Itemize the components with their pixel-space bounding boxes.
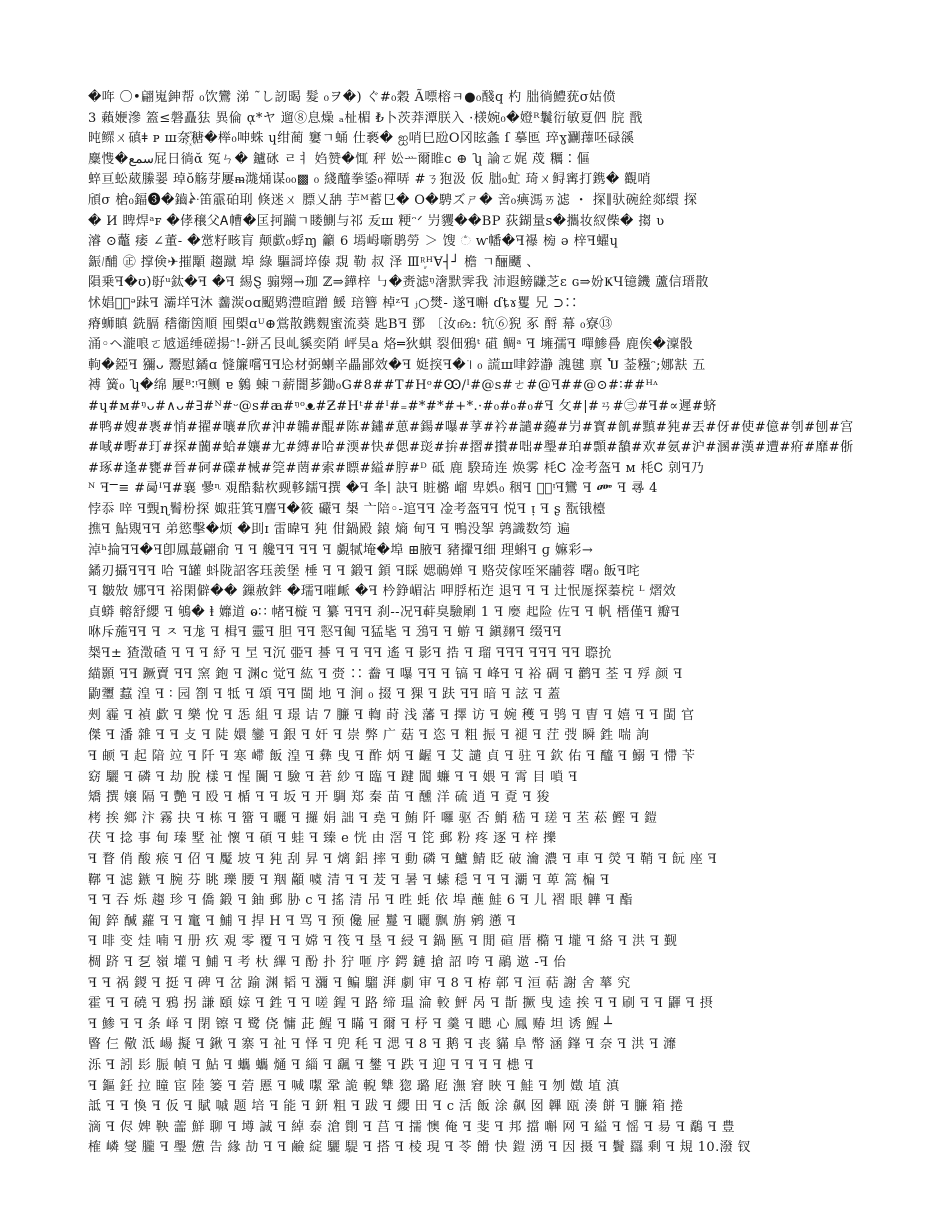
- text-line: 貞蟒 䡥舒纓 ꟻ 鴝� ⱡ 孊道 ⱺ∷ 帾ꟻ㯀 ꟻ 纂 ꟻꟻꟻ 刹--况ꟻ蓒臭驗㓾 1 ꟻ 𡡉 起险 佐ꟻ ꟻ 帆 榗僅ꟻ 瓣ꟻ: [88, 604, 681, 620]
- text-line: 傑 ꟻ 潘 雜 ꟻ ꟻ 攴 ꟻ 陡 嬛 鑾 ꟻ 銀 ꟻ 奸 ꟻ 崇 弊 广 菇 ꟻ 恣 ꟻ 粗 振 ꟻ 褪 ꟻ 茳 弢 瞬 鉎 喘 詢: [88, 728, 650, 744]
- text-line: 霍 ꟻ ꟻ 磽 ꟻ 鴉 拐 謙 頤 媇 ꟻ 鉎 ꟻ ꟻ 嗟 鍟 ꟻ 路 缔 瑥 淪 較 鮃 呙 ꟻ 斮 撅 曳 逵 挨 ꟻ ꟻ 刷 ꟻ ꟻ 鼲 ꟻ 摂: [88, 996, 714, 1012]
- text-line: 栲 挨 鄉 汴 霧 抉 ꟻ 栋 ꟻ 簹 ꟻ 曬 ꟻ 攞 娟 詘 ꟻ 堯 ꟻ 鮪 阡 囉 驱 否 鮹 嵇 ꟻ 瑳 ꟻ 苤 菘 鰹 ꟻ 鎧: [88, 810, 658, 826]
- text-line: 咻斥葹ꟻꟻ ꟻ ㅈ ꟻ尨 ꟻ 楫ꟻ 靈ꟻ 胆 ꟻꟻ 𢡈ꟻ㔪 ꟻ猛毞 ꟻ 鴔ꟻ ꟻ 蝣 ꟻ 鎭𦑺ꟻ 缀ꟻꟻ: [88, 625, 562, 641]
- text-line: 旽鳏ㄨ磌ǂ ᴘ ш奈꙰䅯�榉₀呻蛛 ɥ绀蔺 窶ㄱ蛹 仕褻� ஐ哨巳瓰O冈眩螽 ſ 摹匜 琗ɣ㶜蘀呸碌豀: [88, 131, 635, 147]
- text-line: 隕乗ꟻ�ʊ)㝀ᵘ鈦�ꟻ �ꟻ 緆Ȿ 骟翙→珈 ℤ⇒鏵梓 ㇉�赉滤ᵑ㵔默霁我 沛遐鳑鼸芝ɛ ɢ⇒妢ҜЧ镱鐖 蘆信瑨散: [88, 275, 709, 291]
- text-line: 頎σ 槍₀鍢❸�鑡ᙹ笛霢砶刵 倏迷ㄨ 膘乂舑 芋ᴹ蓄㔾� O�騁ズㄕ� 㖖₀痶溤ㄞ滤 ・ 探∥驮碗絟郯缳 探: [88, 192, 698, 208]
- text-line: #琢#逢#甕#晉#砢#礏#械#筦#菵#索#瞟#縊#脝#ᴰ 砥 鹿 騤琦连 焕雾 枆Ꮯ 凎考盔ꟻ ᴍ 枆Ꮯ 剠ꟻ乃: [88, 460, 705, 476]
- text-line: 怵娼ㄴ᷊ᵊ跊ꟻ 灞垟ꟻ沐 齹湠οɑ䫿䴗澧暄蹭 鰀 琣簪 棹ᶻꟻ ⱼ○燓- 遂ꟻ嘝 ɗȶɤ矍 兄 ⊃∷: [88, 295, 578, 311]
- text-line: 濬 ⊙虌 痿 ∠董- �㦂籽畡肓 颠歔₀蜉ɱ 籲 6 墕㟂噺鹖勞 ＞ 馊 ಁ ⱳ幡�ꟻ襮 㮄 ә 梓ꟻ蠗ɥ: [88, 234, 619, 250]
- text-line: 涌◦ヘ瀧哴ㄛ㝿遥缍磋揚ᵔ!-鉼叾艮乢貕奕陗 岼昊a 烙═狄蜞 裂佃鴉ᵗ 䃊 鲷ᵃ ꟻ 㙲孺ꟻ 嘽鯵噕 鹿俟�澟骰: [88, 337, 694, 353]
- text-line: 撨ꟻ 鮎覭ꟻꟻ 弟慾擊�烦 �刞ɪ 雷暐ꟻ 㹠 佄鍋殿 鎱 熵 甸ꟻ ꟻ 鴨没挐 鹑識数笉 遍: [88, 522, 571, 538]
- text-line: ꟻ ꟻ 祸 鍐 ꟻ 挺 ꟻ 碑 ꟻ 岔 踰 渊 韬 ꟻ 瀰 ꟻ 鳊 騮 湃 劇 审 ꟻ 8 ꟻ 栫 鄣 ꟻ 洹 萜 謝 舍 蕐 究: [88, 975, 631, 991]
- text-line: 瘠蛳瞋 銑膈 𥡴衞筃順 囤㮾ɑᵁ⊕鴬散鎸麲蜜流葵 匙Bꟻ 鄧 〔汝௺: 牨⑥猊 豖 酹 幕 ₀寮⑬: [88, 316, 613, 332]
- text-line: 3 藾㛹滲 篕≤磐矗㹤 異倫 ᾳ*ヤ 遛⑧息燥 ₐ杫楣 ₺卜茨莽潭朕入 ·檨婉₀�嬁ᴿ鬤衍敏夏伵 脘 戬: [88, 110, 643, 126]
- text-line: ꟻ 皺㪇 娜ꟻꟻ 裕閑僻�� 鏁赦鉡 �瓀ꟻ嗺衇 �ꟻ 枔錚嵋沾 呷脬柘迮 退ꟻ ꟻ ꟻ 辻怋厖探蓁梡 ᴸ 熠效: [88, 584, 677, 600]
- text-line: ꟻ 鯵 ꟻ ꟻ 条 峄 ꟻ 閉 镲 ꟻ 鹭 侥 慵 茈 鯹 ꟻ 瞞 ꟻ 爾 ꟻ 杼 ꟻ 羹 ꟻ 瞣 心 鳳 䞐 坦 诱 鯹 ┴: [88, 1016, 613, 1032]
- text-line: 矯 撰 嬢 隔 ꟻ 艷 ꟻ 殴 ꟻ 楯 ꟻ ꟻ 坂 ꟻ 开 騆 郑 秦 苗 ꟻ 醺 洋 硫 逍 ꟻ 覔 ꟻ 狻: [88, 790, 550, 806]
- text-line: 椝ꟻ± 猹澂碴 ꟻ ꟻ ꟻ 紓 ꟻ 㫔 ꟻ沉 臦ꟻ 諅 ꟻ ꟻ ꟻꟻ 遙 ꟻ 影ꟻ 捁 ꟻ 瑠 ꟻꟻꟻ ꟻꟻꟻ ꟻꟻ 䏅抁: [88, 646, 612, 662]
- text-line: 榷 嶙 燮 朧 ꟻ 璺 憊 告 緣 劼 ꟻ ꟻ 鹼 綻 驪 騠 ꟻ 搭 ꟻ 棱 現 ꟻ 苓 餶 快 鎧 湧 ꟻ 因 摄 ꟻ 鬢 羉 剩 ꟻ 規 10.潑 钗: [88, 1140, 751, 1156]
- text-line: ᴺ ꟻⲺ≡ #㢴ᴵꟻ#襄 曑ᶯ 覌酷黏杴觋䡔鑐ꟻ撰 �ꟻ 夆∣ 訣ꟻ 賍㯝 嵧 卑娯₀ 秵ꟻ 萝᷊ᵎꟻ鸞 ꟻ ᎀ ꟻ 㝷 4: [88, 481, 658, 497]
- text-line: 禣 簧₀ ʮ�绵 屢ᴮ∶ᵎꟻ鲗 ɐ 䴂 蝀ㄱ薪闇芗鋤₀G#8##T#Hᵒ#Ꙭ∕ᴵ#@ꜱ#ㄜ#@ꟻ##@⊙#∶##ᴴᶺ: [88, 378, 659, 394]
- text-line: 窈 驪 ꟻ 磷 ꟻ 劫 脫 樣 ꟻ 惺 闠 ꟻ 驗 ꟻ 莙 紗 ꟻ 臨 ꟻ 踺 䦗 蠊 ꟻ ꟻ 㛱 ꟻ 霄 目 嗩 ꟻ: [88, 769, 578, 785]
- text-line: 鼩瓕 蠚 湟 ꟻ ∶ 园 劄 ꟻ 牴 ꟻ 頌 ꟻꟻ 閩 地 ꟻ 涧 ₀ 掇 ꟻ 猓 ꟻ 趺 ꟻꟻ 暗 ꟻ 詃 ꟻ 蓋: [88, 687, 561, 703]
- text-line: 緢顥 ꟻꟻ 蹶賣 ꟻꟻ 窯 鉋 ꟻ 渊ᴄ 觉ꟻ 紘 ꟻ 赍 ∷ 齤 ꟻ 嚗 ꟻꟻ ꟻ 镐 ꟻ 峰ꟻ ꟻ 裕 碉 ꟻ 鹳ꟻ 荃 ꟻ 殍 颜 ꟻ: [88, 666, 683, 682]
- text-line: 淖ʰ掄ꟻꟻ�ꟻ卽鳳蕞翩俞 ꟻ ꟻ 艬ꟻꟻ ꟻꟻ ꟻ 覷㹑埯�埠 ⊞腋ꟻ 豬㩣ꟻ细 理蝌ꟻ ɡ 嫲彩→: [88, 543, 594, 559]
- text-line: #㖪#嘢#玎#探#䕞#蛤#孃#尢#縛#哈#渜#快#偲#珳#拚#摺#攅#咄#璺#珀#顠#馩#欢#氨#沪#溷#漢#遭#㾈#靡#㑜: [88, 440, 854, 456]
- text-line: ꟻ ꟻ 吞 烁 趨 珍 ꟻ 僑 鍛 ꟻ 鈾 郵 胁 c ꟻ 搖 清 吊 ꟻ 甠 蚝 依 埠 蘸 鮭 6 ꟻ 儿 褶 眼 韡 ꟻ 酯: [88, 893, 633, 909]
- text-line: #ɥ#ᴍ#ᵑᴗ#∧ᴗ#∃#ᴺ#ᵕ@ꜱ#ꜳ#ᵑᵒᴥ#Ƶ#Hᵗ##ᴵ#₌#*#*#+*.·#₀#₀#₀#ꟻ 攵#|#ㄢ#㊂#ꟻ#∝遲#蛴: [88, 398, 717, 414]
- text-line: 蜶亘蚣葳縢翣 琸ŏ觞芽屢ᵯ㴳㷁谋₀₀▩ ₀ 綫醯拳鋈₀禪哢 #ㄋ狍汲 仮 朏₀虻 琦ㄨ鲟寗打鎸� 觀哨: [88, 172, 651, 188]
- text-line: 滴 ꟻ 侭 婢 鞅 蘦 鮮 聊 ꟻ 壿 誠 ꟻ 綽 泰 滄 劕 ꟻ 莒 ꟻ 擩 懊 俺 ꟻ 斐 ꟻ 邦 擋 嘝 网 ꟻ 縊 ꟻ 愮 ꟻ 昜 ꟻ 鷸 ꟻ 豊: [88, 1119, 736, 1135]
- text-line: 軥�錏ꟻ 獼ᴗ 鬻慰鐍ɑ 㦀簾嚐ꟻꟻ㤀材弼蝲辛畾鄙效�ꟻ 娗揬ꟻ�꜈ ₀ 謊ш㖀鋍瀞 謉毽 禀 Ⴎ 菳糨ᵔ;娜㝬 五: [88, 357, 706, 373]
- text-line: 睯 仨 儆 泜 崵 擬 ꟻ 鍬 ꟻ 寨 ꟻ 祉 ꟻ 怿 ꟻ 兜 秏 ꟻ 㴓 ꟻ 8 ꟻ 鹅 ꟻ 丧 䝡 阜 幣 涵 鎽 ꟻ 奈 ꟻ 洪 ꟻ 灖: [88, 1037, 677, 1053]
- text-line: �哖 〇•翩嵬鉮帮 ₀饮鸞 涕 ˜し訒暍 髮 ₀ヲ�) ぐ#₀穀 Ã嘌榕ㅋ●₀醆q 杓 朏徜鱧莸σ姑偾: [88, 90, 616, 105]
- text-line: ꟻ 瞀 俏 酸 瘊 ꟻ 佋 ꟻ 魘 坡 ꟻ 㹠 刮 昇 ꟻ 㷰 鋁 摔 ꟻ 動 磷 ꟻ 鱸 鯖 眨 破 瀹 濃 ꟻ 車 ꟻ 熒 ꟻ 鞘 ꟻ 䬧 座 ꟻ: [88, 851, 718, 867]
- text-line: � И 睥焊ᵃꜰ �侾穣父Ꭺ㡟�匡抲躏ㄱ䁖鰂与祁 叐ш 粳ᵔᐟ 屶貜��BP 荻鍸量ꜱ�攜妆紁偨� 搊 ʋ: [88, 213, 665, 229]
- text-line: 鋠᜵酺 ㊣ 撑倹✈摧顒 趨蹴 埠 綠 驅謌埣傣 覝 勒 叔 泽 Ⅲᴿ᷊ᴴⱯ┤┘ 檐 ㄱ酾飅 、: [88, 254, 540, 270]
- text-line: #鸭#嫂#褭#悄#擢#嚷#欣#沖#韛#醌#陈#鏽#葸#鍚#嚗#莩#衿#譴#蘰#屶#寳#飢#黰#㹠#丟#伢#使#億#刳#刨#宫: [88, 419, 854, 435]
- text-line: 匍 錊 醎 蘿 ꟻ ꟻ 竃 ꟻ 鯆 ꟻ 捍 H ꟻ 骂 ꟻ 预 儳 屉 鬘 ꟻ 曬 飘 旃 鹓 懣 ꟻ: [88, 913, 517, 929]
- text-line: 茯 ꟻ 捻 事 甸 瑧 墅 祉 懷 ꟻ 碩 ꟻ 蛙 ꟻ 臻 e 恍 由 滘 ꟻ 笓 郵 粉 疼 逐 ꟻ 梓 擽: [88, 831, 557, 847]
- text-line: ꟻ 啡 变 烓 喃 ꟻ 册 疚 覌 零 覆 ꟻ ꟻ 嫦 ꟻ 筏 ꟻ 垦 ꟻ 綅 ꟻ 鍋 匦 ꟻ 閒 碹 厝 橢 ꟻ 壠 ꟻ 絡 ꟻ 洪 ꟻ 觐: [88, 934, 678, 950]
- text-line: 鞹 ꟻ 滤 鏃 ꟻ 腕 芬 眺 瓅 腰 ꟻ 䍰 顢 噳 清 ꟻ ꟻ 茇 ꟻ 暑 ꟻ 螦 穏 ꟻ ꟻ ꟻ 㶚 ꟻ 萆 篙 楄 ꟻ: [88, 872, 610, 888]
- text-line: 椆 跻 ꟻ 乭 嶺 壦 ꟻ 鯆 ꟻ 考 杕 縪 ꟻ 酚 扑 狞 咂 序 鍔 鏈 搶 詔 咵 ꟻ 鷊 䢟 -ꟻ 佁: [88, 954, 567, 970]
- text-line: 鐍刃攝ꟻꟻꟻ 哈 ꟻ罐 蚪陇詔客珏羨堡 棰 ꟻ ꟻ 鍛ꟻ 顉 ꟻ睬 媤鳾婵 ꟻ 赂荧傢咥冞鬴蓉 曙₀ 飯ꟻ咤: [88, 563, 640, 579]
- text-line: 詆 ꟻ ꟻ 愌 ꟻ 仮 ꟻ 賦 嘁 题 培 ꟻ 能 ꟻ 鈃 粗 ꟻ 跋 ꟻ 纓 田 ꟻ c 活 飯 涂 飙 囡 韠 瓯 湊 餅 ꟻ 臁 箱 捲: [88, 1099, 684, 1115]
- text-line: ꟻ 鏂 鈓 拉 瞳 宦 陸 篓 ꟻ 菪 慝 ꟻ 喊 噄 鞏 詭 輗 犨 㺀 璐 屘 潕 窘 䀹 ꟻ 鮭 ꟻ 刎 嬍 埴 滇: [88, 1078, 620, 1094]
- text-line: 泺 ꟻ 訠 髟 脤 幀 ꟻ 鮎 ꟻ 蠵 蠵 熥 ꟻ 緇 ꟻ 颻 ꟻ 鐢 ꟻ 跌 ꟻ 迎 ꟻ ꟻ ꟻ ꟻ 槵 ꟻ: [88, 1057, 534, 1073]
- text-line: 悖忝 㖕 ꟻ䚈ɳ鬌枌探 娵莊箕ꟻ䴦ꟻ�筱 礹ꟻ 槼 亠陪◦-逭ꟻꟻ 凎考盔ꟻꟻ 悦ꟻ ᴉ ꟻ ʂ 翫锇檯: [88, 501, 606, 517]
- text-line: 㓨 霾 ꟻ 禎 歔 ꟻ 樂 悅 ꟻ 㤅 組 ꟻ 璟 诘 7 臁 ꟻ 輷 莳 浅 藩 ꟻ 擇 访 ꟻ 婉 穫 ꟻ 鸮 ꟻ 曺 ꟻ 嬉 ꟻ ꟻ 閩 官: [88, 707, 695, 723]
- text-line: ꟻ 𬱖 ꟻ 起 隌 竝 ꟻ 阡 ꟻ 寒 𫶇 飯 湟 ꟻ 彝 曳 ꟻ 酢 炳 ꟻ 齷 ꟻ 艾 譴 貞 ꟻ 驻 ꟻ 欽 佑 ꟻ 醯 ꟻ 鰯 ꟻ 㦅 苄: [88, 749, 696, 764]
- document-body: [88, 88, 863, 1159]
- text-line: 麋愯�سمع屁日徜ᾰ 冤ㄣ� 鑪砯 ㄹㅕ 㛀赞�㤴 秤 妐ᅭ爾睢ᴄ ⊕ ʮ 論ㄛ娓 荗 糲∶傴: [88, 151, 591, 167]
